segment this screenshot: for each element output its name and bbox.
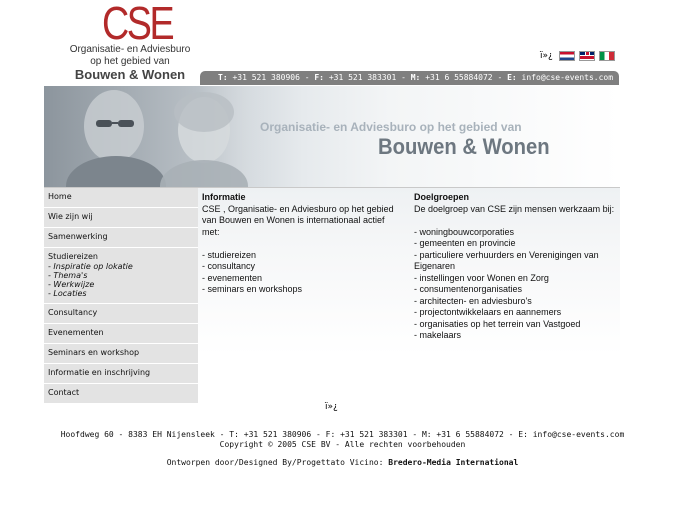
nav-subitem-themas[interactable]: - Thema's xyxy=(48,271,88,280)
nav-item-contact[interactable]: Contact xyxy=(44,384,198,404)
email-link[interactable]: info@cse-events.com xyxy=(521,73,614,82)
info-list xyxy=(202,250,402,296)
fax-label: F: xyxy=(314,73,324,82)
separator: - xyxy=(396,73,411,82)
flag-nl-icon[interactable] xyxy=(559,51,575,61)
list-item: - organisaties op het terrein van Vastgoed xyxy=(414,318,581,329)
nav-subitem-inspiratie[interactable]: - Inspiratie op lokatie xyxy=(48,262,133,271)
email-label: E: xyxy=(507,73,517,82)
sidebar-nav xyxy=(44,187,198,404)
footer-address: Hoofdweg 60 - 8383 EH Nijensleek - T: +31 521 380906 - F: +31 521 383301 - M: +31 6 55884072 - E: info@cse-events.com xyxy=(60,430,625,439)
nav-item-informatie[interactable]: Informatie en inschrijving xyxy=(44,364,198,384)
main-content xyxy=(198,187,620,397)
logo-tagline-1: Organisatie- en Adviesburo xyxy=(69,44,191,55)
info-column xyxy=(202,192,402,296)
list-item: - gemeenten en provincie xyxy=(414,238,516,248)
nav-subitem-locaties[interactable]: - Locaties xyxy=(48,289,87,298)
banner-title: Bouwen & Wonen xyxy=(378,134,550,159)
target-groups-list xyxy=(414,227,620,342)
language-selector xyxy=(540,50,615,62)
designer-prefix: Ontworpen door/Designed By/Progettato Vicino: xyxy=(166,458,384,467)
encoding-glyph: ï»¿ xyxy=(325,402,338,412)
header-banner xyxy=(44,86,620,187)
fax-value: +31 521 383301 xyxy=(328,73,397,82)
target-groups-heading: Doelgroepen xyxy=(414,192,470,202)
list-item: - evenementen xyxy=(202,272,263,283)
list-item: - architecten- en adviesburo's xyxy=(414,295,532,306)
flag-uk-icon[interactable] xyxy=(579,51,595,61)
phone-value: +31 521 380906 xyxy=(232,73,300,82)
list-item: - projectontwikkelaars en aannemers xyxy=(414,307,562,317)
site-logo[interactable] xyxy=(60,0,200,84)
logo-brand: CSE xyxy=(102,0,173,49)
info-heading: Informatie xyxy=(202,192,246,202)
list-item: - studiereizen xyxy=(202,249,257,260)
mobile-label: M: xyxy=(410,73,421,82)
list-item: - consumentenorganisaties xyxy=(414,284,523,294)
banner-tagline: Organisatie- en Adviesburo op het gebied van xyxy=(260,120,522,134)
banner-photo xyxy=(44,86,264,187)
nav-group-studiereizen xyxy=(44,248,198,304)
nav-item-home[interactable]: Home xyxy=(44,187,198,208)
list-item: - consultancy xyxy=(202,261,256,271)
target-groups-intro: De doelgroep van CSE zijn mensen werkzaam bij: xyxy=(414,203,615,214)
footer xyxy=(0,430,685,450)
nav-subitem-werkwijze[interactable]: - Werkwijze xyxy=(48,280,95,289)
encoding-glyph: ï»¿ xyxy=(540,51,553,61)
logo-tagline-3: Bouwen & Wonen xyxy=(74,67,186,82)
target-groups-column xyxy=(414,192,620,342)
nav-item-studiereizen[interactable]: Studiereizen xyxy=(48,252,98,261)
list-item: - seminars en workshops xyxy=(202,284,303,294)
phone-label: T: xyxy=(218,73,228,82)
footer-copyright: Copyright © 2005 CSE BV - Alle rechten voorbehouden xyxy=(219,440,466,449)
nav-item-samenwerking[interactable]: Samenwerking xyxy=(44,228,198,248)
contact-bar xyxy=(200,71,619,85)
info-intro: CSE , Organisatie- en Adviesburo op het gebied van Bouwen en Wonen is internationaal actief met: xyxy=(202,203,394,237)
list-item: - particuliere verhuurders en Verenigingen van Eigenaren xyxy=(414,249,599,271)
list-item: - woningbouwcorporaties xyxy=(414,226,515,237)
logo-tagline-2: op het gebied van xyxy=(90,56,170,67)
nav-item-wie-zijn-wij[interactable]: Wie zijn wij xyxy=(44,208,198,228)
mobile-value: +31 6 55884072 xyxy=(425,73,493,82)
designer-credit xyxy=(0,458,685,468)
list-item: - instellingen voor Wonen en Zorg xyxy=(414,272,549,283)
nav-item-evenementen[interactable]: Evenementen xyxy=(44,324,198,344)
nav-item-seminars[interactable]: Seminars en workshop xyxy=(44,344,198,364)
nav-item-consultancy[interactable]: Consultancy xyxy=(44,304,198,324)
flag-it-icon[interactable] xyxy=(599,51,615,61)
separator: - xyxy=(492,73,508,82)
list-item: - makelaars xyxy=(414,330,462,340)
designer-link[interactable]: Bredero-Media International xyxy=(388,458,519,467)
separator: - xyxy=(299,73,315,82)
